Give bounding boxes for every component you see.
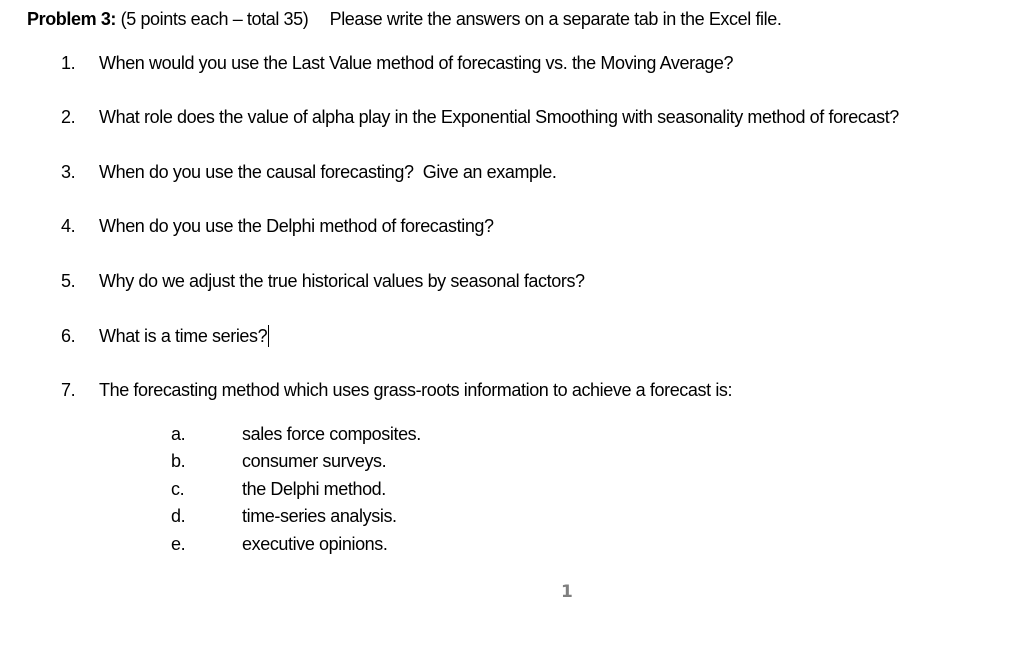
question-6[interactable] — [61, 325, 269, 347]
question-4 — [61, 216, 494, 237]
option-letter: e. — [171, 533, 186, 554]
text-cursor — [268, 325, 269, 347]
question-2 — [61, 107, 899, 128]
problem-label: Problem 3: — [27, 9, 117, 29]
question-number: 7. — [61, 380, 76, 400]
page-number: 1 — [561, 582, 573, 602]
question-number: 4. — [61, 216, 76, 236]
question-number: 2. — [61, 107, 76, 127]
question-number: 5. — [61, 271, 76, 291]
question-text: Why do we adjust the true historical values by seasonal factors? — [99, 271, 585, 291]
option-b — [171, 450, 421, 477]
question-text: When do you use the causal forecasting? Give an example. — [99, 162, 557, 182]
option-text: the Delphi method. — [242, 478, 386, 499]
question-text: When do you use the Delphi method of forecasting? — [99, 216, 494, 236]
answer-options — [171, 423, 421, 560]
question-text: When would you use the Last Value method of forecasting vs. the Moving Average? — [99, 53, 734, 73]
option-text: consumer surveys. — [242, 451, 387, 472]
question-text: What is a time series? — [99, 326, 268, 346]
question-3 — [61, 162, 556, 183]
problem-header — [27, 9, 781, 30]
option-letter: c. — [171, 478, 185, 499]
option-letter: a. — [171, 424, 186, 444]
question-number: 6. — [61, 326, 76, 346]
question-number: 1. — [61, 53, 76, 73]
option-e — [171, 533, 421, 560]
question-text: The forecasting method which uses grass-roots information to achieve a forecast is: — [99, 380, 733, 400]
question-5 — [61, 271, 585, 292]
option-text: sales force composites. — [242, 424, 421, 444]
option-letter: d. — [171, 506, 186, 527]
option-letter: b. — [171, 451, 186, 472]
option-text: time-series analysis. — [242, 506, 397, 527]
points-note: (5 points each – total 35) — [120, 9, 309, 29]
question-7 — [61, 380, 732, 401]
question-number: 3. — [61, 162, 76, 182]
option-text: executive opinions. — [242, 533, 388, 554]
option-d — [171, 505, 421, 532]
question-text: What role does the value of alpha play in the Exponential Smoothing with seasonality method of forecast? — [99, 107, 899, 127]
option-a — [171, 423, 421, 450]
option-c — [171, 478, 421, 505]
instruction-text: Please write the answers on a separate tab in the Excel file. — [329, 9, 782, 29]
question-1 — [61, 53, 733, 74]
